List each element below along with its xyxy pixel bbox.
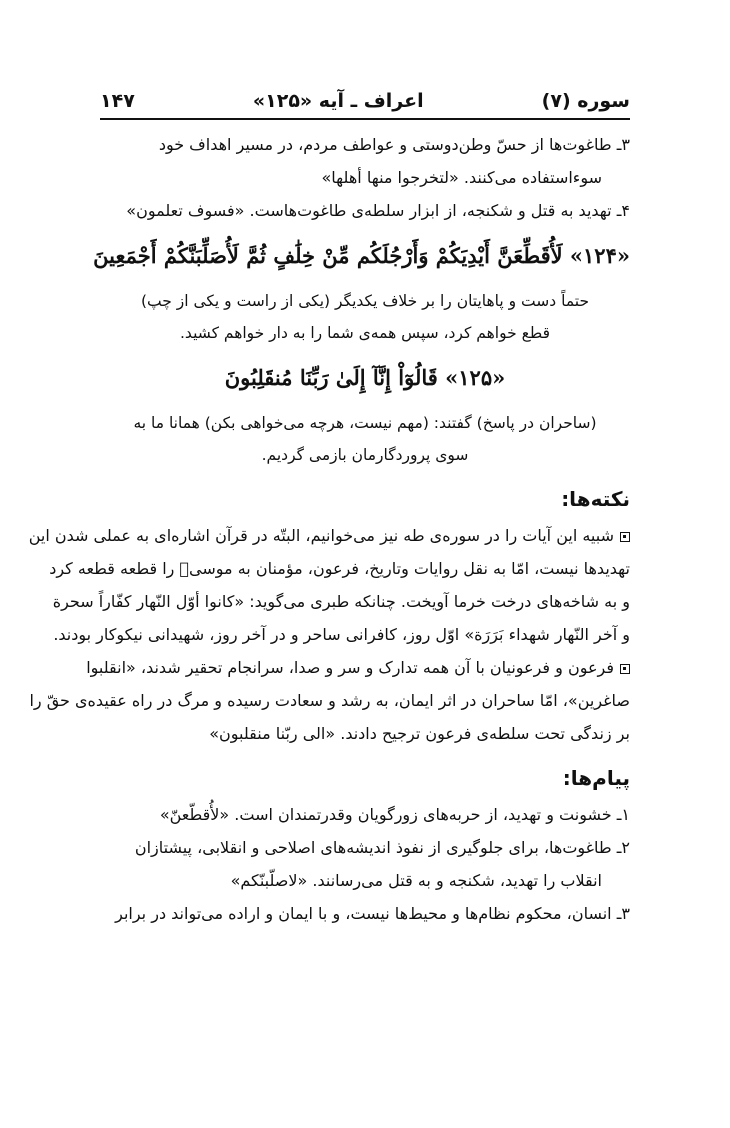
ayah-reference: اعراف ـ آیه «۱۲۵» (252, 90, 424, 112)
message-line: انقلاب را تهدید، شکنجه و به قتل می‌رسانند. «لاصلّبنّکم» (230, 871, 602, 890)
page-content (28, 128, 630, 930)
note-line: فرعون و فرعونیان با آن همه تدارک و سر و صدا، سرانجام تحقیر شدند، «انقلبوا (86, 658, 614, 677)
verse-translation-line: (ساحران در پاسخ) گفتند: (مهم نیست، هرچه می‌خواهی بکن) همانا ما به (133, 414, 597, 432)
page-number: ۱۴۷ (100, 90, 135, 112)
note-line: و به شاخه‌های درخت خرما آویخت. چنانکه طبری می‌گوید: «کانوا أوّل النّهار کفّاراً سحرة (52, 592, 630, 611)
text-line: سوءاستفاده می‌کنند. «لتخرجوا منها أهلها» (321, 168, 602, 187)
square-bullet-icon (620, 532, 630, 542)
note-line: تهدیدها نیست، امّا به نقل روایات وتاریخ، فرعون، مؤمنان به موسیؑ را قطعه قطعه کرد (49, 559, 630, 578)
text-line: ۴ـ تهدید به قتل و شکنجه، از ابزار سلطه‌ی طاغوت‌هاست. «فسوف تعلمون» (126, 201, 630, 220)
verse-translation-line: حتماً دست و پاهایتان را بر خلاف یکدیگر (یکی از راست و یکی از چپ) (140, 292, 590, 310)
quran-verse-125: «۱۲۵» قَالُوٓاْ إِنَّآ إِلَىٰ رَبِّنَا مُنقَلِبُونَ (224, 365, 506, 390)
message-line: ۱ـ خشونت و تهدید، از حربه‌های زورگویان وقدرتمندان است. «لأُقطّعنّ» (159, 805, 630, 824)
message-line: ۲ـ طاغوت‌ها، برای جلوگیری از نفوذ اندیشه‌های اصلاحی و انقلابی، پیشتازان (134, 838, 630, 857)
note-line: شبیه این آیات را در سوره‌ی طه نیز می‌خوانیم، البتّه در قرآن اشاره‌ای به عملی شدن این (28, 526, 614, 545)
notes-heading: نکته‌ها: (561, 487, 630, 511)
messages-heading: پیام‌ها: (562, 766, 630, 790)
text-line: ۳ـ طاغوت‌ها از حسّ وطن‌دوستی و عواطف مردم، در مسیر اهداف خود (158, 135, 630, 154)
surah-label: سوره (۷) (541, 90, 630, 112)
verse-translation-line: قطع خواهم کرد، سپس همه‌ی شما را به دار خواهم کشید. (180, 324, 550, 342)
quran-verse-124: «۱۲۴» لَأُقَطِّعَنَّ أَيْدِيَكُمْ وَأَرْجُلَكُم مِّنْ خِلَٰفٍ ثُمَّ لَأُصَلِّبَنَّكُمْ أَجْمَعِينَ (93, 243, 630, 268)
note-line: و آخر النّهار شهداء بَرَرَة» اوّل روز، کافرانی ساحر و در آخر روز، شهیدانی نیکوکار بودند. (53, 625, 630, 644)
note-line: بر زندگی تحت سلطه‌ی فرعون ترجیح دادند. «الی ربّنا منقلبون» (209, 724, 630, 743)
square-bullet-icon (620, 664, 630, 674)
page-header (100, 84, 630, 120)
message-line: ۳ـ انسان، محکوم نظام‌ها و محیط‌ها نیست، و با ایمان و اراده می‌تواند در برابر (115, 904, 630, 923)
verse-translation-line: سوی پروردگارمان بازمی گردیم. (261, 446, 469, 464)
note-line: صاغرین»، امّا ساحران در اثر ایمان، به رشد و سعادت رسیده و مرگ در راه عقیده‌ی حقّ را (29, 691, 630, 710)
